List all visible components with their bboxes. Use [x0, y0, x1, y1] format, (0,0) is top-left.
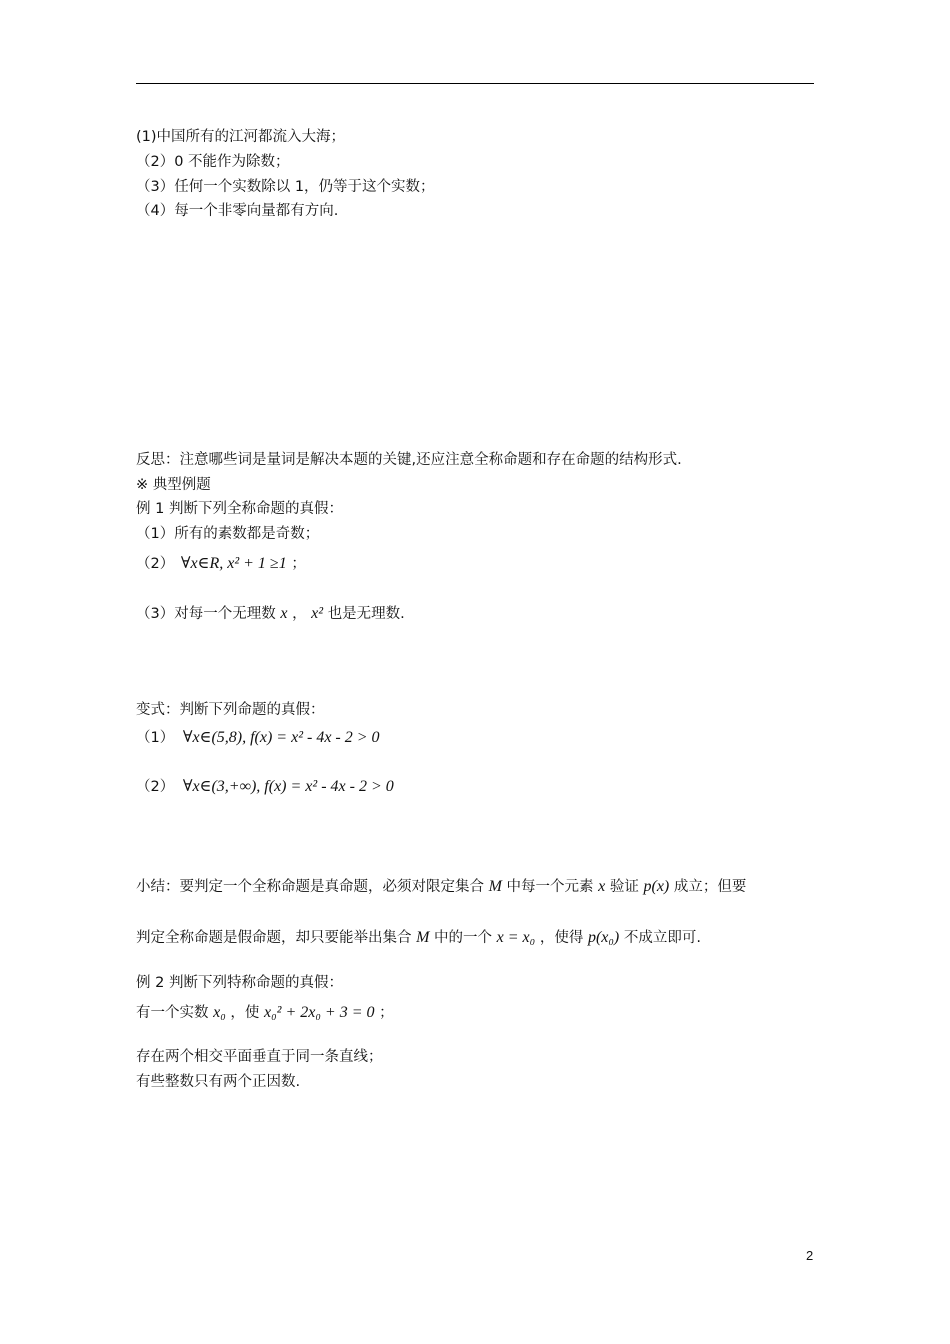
list-item: （3）任何一个实数除以 1，仍等于这个实数； — [136, 179, 435, 195]
variable: x — [280, 605, 288, 622]
list-item: （2）0 不能作为除数； — [136, 154, 290, 170]
text-segment: 判定全称命题是假命题，却只要能举出集合 — [136, 930, 412, 946]
formula: x = x₀ — [496, 929, 536, 946]
list-item: 存在两个相交平面垂直于同一条直线； — [136, 1049, 383, 1065]
list-item — [136, 604, 405, 624]
text-segment: ，使 — [230, 1005, 260, 1021]
text-segment: 中的一个 — [434, 930, 493, 946]
punctuation: ； — [379, 1005, 394, 1021]
example-1-title: 例 1 判断下列全称命题的真假： — [136, 501, 343, 517]
text-segment: 有一个实数 — [136, 1005, 209, 1021]
punctuation: ； — [291, 556, 306, 572]
text-segment: 成立；但要 — [673, 879, 747, 895]
list-item: (1)中国所有的江河都流入大海； — [136, 129, 346, 145]
summary-line-2 — [136, 928, 701, 948]
header-rule — [136, 83, 814, 84]
item-label: （2） — [136, 556, 175, 572]
summary-line-1 — [136, 877, 746, 897]
list-item — [136, 1003, 394, 1023]
text-segment: 不成立即可. — [623, 930, 701, 946]
variable: M — [488, 878, 502, 895]
text-segment: 验证 — [609, 879, 639, 895]
formula: p(x) — [643, 878, 670, 895]
list-item: （1）所有的素数都是奇数； — [136, 526, 320, 542]
formula: ∀x∈R, x² + 1 ≥1 — [180, 555, 287, 572]
text-segment: 也是无理数. — [327, 606, 405, 622]
variable: x₀ — [213, 1004, 226, 1021]
variable: M — [416, 929, 430, 946]
text-segment: 小结：要判定一个全称命题是真命题，必须对限定集合 — [136, 879, 484, 895]
list-item — [136, 728, 380, 748]
formula: ∀x∈(3,+∞), f(x) = x² - 4x - 2 > 0 — [182, 778, 394, 795]
variable: x — [598, 878, 606, 895]
formula: x₀² + 2x₀ + 3 = 0 — [264, 1004, 375, 1021]
list-item: （4）每一个非零向量都有方向. — [136, 203, 339, 219]
list-item — [136, 777, 394, 797]
text-segment: ， — [292, 606, 307, 622]
formula: p(x₀) — [587, 929, 620, 946]
variant-title: 变式：判断下列命题的真假： — [136, 702, 325, 718]
text-segment: ，使得 — [539, 930, 584, 946]
text-segment: （3）对每一个无理数 — [136, 606, 276, 622]
item-label: （1） — [136, 730, 175, 746]
formula: ∀x∈(5,8), f(x) = x² - 4x - 2 > 0 — [182, 729, 380, 746]
item-label: （2） — [136, 779, 175, 795]
reflection-text: 反思：注意哪些词是量词是解决本题的关键,还应注意全称命题和存在命题的结构形式. — [136, 452, 682, 468]
section-heading: ※ 典型例题 — [136, 477, 211, 493]
list-item: 有些整数只有两个正因数. — [136, 1074, 301, 1090]
page-number: 2 — [806, 1248, 814, 1263]
list-item — [136, 554, 306, 574]
formula: x² — [311, 605, 324, 622]
text-segment: 中每一个元素 — [506, 879, 594, 895]
example-2-title: 例 2 判断下列特称命题的真假： — [136, 975, 343, 991]
